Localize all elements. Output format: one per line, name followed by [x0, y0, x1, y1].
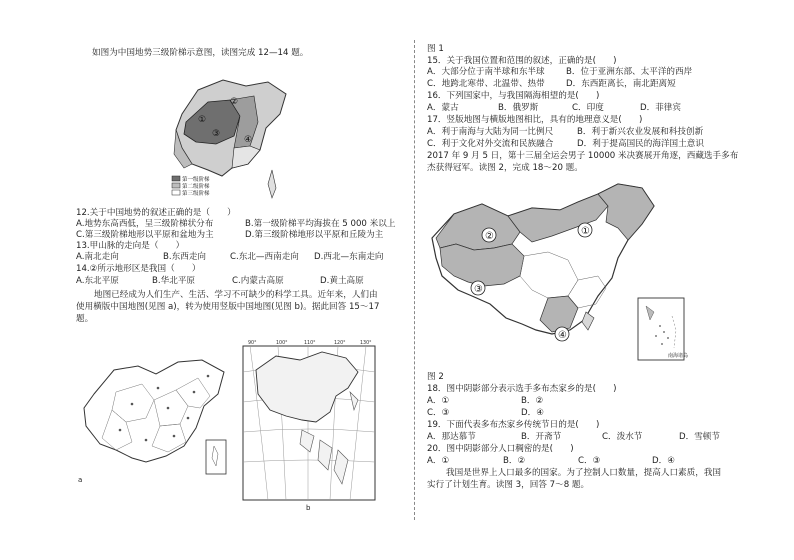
q14-stem: 14.②所示地形区是我国（ ）: [76, 264, 201, 274]
lon-label-90: 90°: [248, 341, 257, 346]
figure-a-label: a: [78, 476, 83, 484]
q15-option-c: C．地跨北寒带、北温带、热带: [427, 79, 545, 89]
q18-option-c: C．③: [427, 408, 450, 418]
q16-option-d: D．菲律宾: [640, 103, 681, 113]
figure-1-caption: 图 1: [427, 44, 444, 54]
q19-option-a: A．那达慕节: [427, 432, 476, 442]
q15-option-a: A．大部分位于南半球和东半球: [427, 67, 545, 77]
q19-option-c: C．泼水节: [602, 432, 643, 442]
q13-option-a: A.南北走向: [76, 252, 119, 262]
legend-step-1: 第一级阶梯: [182, 177, 210, 183]
lon-label-100: 100°: [276, 341, 288, 346]
q20-option-b: B．②: [503, 456, 526, 466]
q18-option-b: B．②: [521, 396, 544, 406]
figure-2-number-2: ②: [485, 231, 494, 242]
map-number-1: ①: [198, 115, 207, 125]
q14-option-a: A.东北平原: [76, 276, 119, 286]
column-divider: [414, 40, 415, 520]
event-intro-line-1: 2017 年 9 月 5 日，第十三届全运会男子 10000 米决赛展开角逐，西藏选手多布: [427, 151, 739, 161]
maps-paragraph-line-2: 使用横版中国地图(见图 a)，转为使用竖版中国地图(见图 b)。据此回答 15～17: [76, 302, 380, 312]
figure-2-china-map: [428, 180, 688, 366]
lon-label-130: 130°: [360, 341, 372, 346]
q18-stem: 18．图中阴影部分表示选手多布杰家乡的是( ): [427, 384, 617, 394]
event-intro-line-2: 杰获得冠军。读图 2，完成 18～20 题。: [427, 163, 583, 173]
q17-stem: 17．竖版地图与横版地图相比，具有的地理意义是( ): [427, 115, 643, 125]
q12-stem: 12.关于中国地势的叙述正确的是（ ）: [76, 208, 236, 218]
q16-option-c: C．印度: [572, 103, 604, 113]
terrain-steps-map: [168, 72, 298, 202]
q19-stem: 19．下面代表多布杰家乡传统节日的是( ): [427, 420, 600, 430]
q20-option-d: D．④: [652, 456, 675, 466]
q14-option-b: B.华北平原: [152, 276, 196, 286]
figure-2-number-1: ①: [581, 226, 590, 237]
population-paragraph-line-2: 实行了计划生育。读图 3，回答 7～8 题。: [427, 480, 590, 490]
q17-option-b: B．利于新兴农业发展和科技创新: [577, 127, 704, 137]
q14-option-c: C.内蒙古高原: [232, 276, 284, 286]
figure-2-number-3: ③: [474, 284, 483, 295]
q20-option-a: A．①: [427, 456, 450, 466]
q17-option-d: D．利于提高国民的海洋国土意识: [577, 139, 704, 149]
q20-stem: 20．图中阴影部分人口稠密的是( ): [427, 444, 574, 454]
q19-option-b: B．开斋节: [521, 432, 562, 442]
map-number-4: ④: [244, 135, 253, 145]
q16-option-a: A．蒙古: [427, 103, 459, 113]
q20-option-c: C．③: [578, 456, 601, 466]
legend-step-2: 第二级阶梯: [182, 184, 210, 190]
maps-paragraph-line-3: 题。: [76, 314, 94, 324]
q19-option-d: D．雪顿节: [679, 432, 720, 442]
south-china-sea-inset-label: 南海诸岛: [668, 353, 688, 359]
q18-option-a: A．①: [427, 396, 450, 406]
maps-paragraph-line-1: 地图已经成为人们生产、生活、学习不可缺少的科学工具。近年来，人们由: [94, 290, 378, 300]
q12-option-c: C.第三级阶梯地形以平原和盆地为主: [76, 230, 214, 240]
q12-option-b: B.第一级阶梯平均海拔在 5 000 米以上: [245, 219, 396, 229]
map-number-3: ③: [212, 129, 221, 139]
q17-option-a: A．利于南海与大陆为同一比例尺: [427, 127, 554, 137]
q13-stem: 13.甲山脉的走向是（ ）: [76, 241, 185, 251]
q18-option-d: D．④: [521, 408, 544, 418]
q15-option-b: B．位于亚洲东部、太平洋的西岸: [566, 67, 693, 77]
q17-option-c: C．利于文化对外交流和民族融合: [427, 139, 554, 149]
figure-b-label: b: [306, 504, 311, 512]
figure-2-number-4: ④: [558, 330, 567, 341]
population-paragraph-line-1: 我国是世界上人口最多的国家。为了控制人口数量，提高人口素质，我国: [446, 468, 722, 478]
q16-option-b: B．俄罗斯: [498, 103, 539, 113]
q13-option-b: B.东西走向: [163, 252, 207, 262]
q16-stem: 16．下列国家中，与我国隔海相望的是( ): [427, 91, 600, 101]
figure-b-vertical-map: [242, 340, 378, 512]
q12-option-d: D.第三级阶梯地形以平原和丘陵为主: [245, 230, 384, 240]
legend-step-3: 第三级阶梯: [182, 191, 210, 197]
q15-option-d: D．东西距离长，南北距离短: [566, 79, 676, 89]
lon-label-110: 110°: [304, 341, 316, 346]
q13-option-c: C.东北—西南走向: [230, 252, 299, 262]
intro-text: 如图为中国地势三级阶梯示意图，读图完成 12—14 题。: [92, 48, 309, 58]
figure-a-horizontal-map: [76, 352, 238, 484]
q15-stem: 15．关于我国位置和范围的叙述，正确的是( ): [427, 56, 617, 66]
q13-option-d: D.西北—东南走向: [314, 252, 384, 262]
lon-label-120: 120°: [334, 341, 346, 346]
figure-2-caption: 图 2: [427, 372, 444, 382]
q14-option-d: D.黄土高原: [320, 276, 364, 286]
q12-option-a: A.地势东高西低，呈三级阶梯状分布: [76, 219, 214, 229]
map-number-2: ②: [230, 97, 239, 107]
